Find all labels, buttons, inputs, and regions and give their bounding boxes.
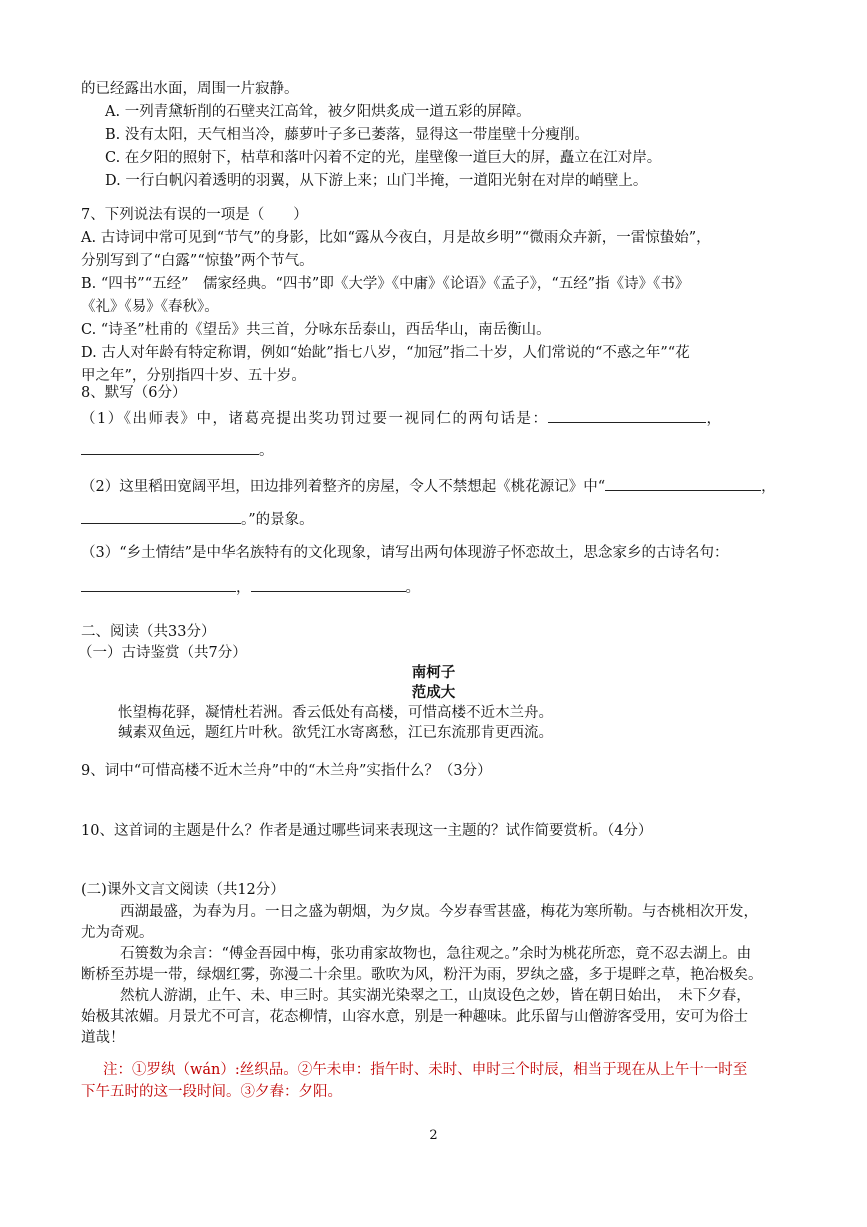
prose-p2-line1: 石篑数为余言：“傅金吾园中梅，张功甫家故物也，急往观之。”余时为桃花所恋，竟不忍去湖上。由 [120,946,752,962]
prose-p3-line1: 然杭人游湖，止午、未、申三时。其实湖光染翠之工，山岚设色之妙，皆在朝日始出， 未下夕春， [120,988,751,1004]
q7-option-b-line2: 《礼》《易》《春秋》。 [81,299,219,315]
answer-blank-1[interactable] [548,408,706,423]
q6-option-c: C. 在夕阳的照射下，枯草和落叶闪着不定的光，崖壁像一道巨大的屏，矗立在江对岸。 [105,150,662,166]
q8-s2-tail: 。”的景象。 [241,512,314,528]
q7-option-a-line2: 分别写到了“白露”“惊蛰”两个节气。 [81,253,314,269]
notes-line-1: 注：①罗纨（wán）:丝织品。②午未申：指午时、未时、申时三个时辰，相当于现在从上午十一时至 [103,1062,748,1078]
q8-s1-prompt: （1）《出师表》中，诸葛亮提出奖功罚过要一视同仁的两句话是： [81,411,549,427]
q6-option-a: A. 一列青黛斩削的石壁夹江高耸，被夕阳烘炙成一道五彩的屏障。 [105,104,531,120]
q8-s1-line1 [81,408,722,429]
prose-p3-line2: 始极其浓媚。月景尤不可言，花态柳情，山容水意，别是一种趣味。此乐留与山僧游客受用，安可为俗士 [81,1009,748,1025]
answer-blank-6[interactable] [251,577,406,592]
answer-blank-4[interactable] [81,509,241,524]
prose-p2-line2: 断桥至苏堤一带，绿烟红雾，弥漫二十余里。歌吹为风，粉汗为雨，罗纨之盛，多于堤畔之草，艳冶极矣。 [81,967,763,983]
section-2-heading: 二、阅读（共33分） [81,624,216,640]
q8-s1-period: 。 [259,443,274,459]
q6-tail-text: 的已经露出水面，周围一片寂静。 [81,81,299,97]
prose-p1-line1: 西湖最盛，为春为月。一日之盛为朝烟，为夕岚。今岁春雪甚盛，梅花为寒所勒。与杏桃相次开发， [120,904,758,920]
poem-line-2: 缄素双鱼远，题红片叶秋。欲凭江水寄离愁，江已东流那肯更西流。 [118,725,553,741]
answer-blank-2[interactable] [81,440,259,455]
notes-line-2: 下午五时的这一段时间。③夕舂：夕阳。 [81,1084,342,1100]
subsection-prose-heading: (二)课外文言文阅读（共12分） [81,882,285,898]
poem-line-1: 怅望梅花驿，凝情杜若洲。香云低处有高楼，可惜高楼不近木兰舟。 [118,705,553,721]
q8-s2-line1 [81,476,776,497]
q8-s3-line1: （3）“乡土情结”是中华名族特有的文化现象，请写出两句体现游子怀恋故土，思念家乡的古诗名句： [81,545,729,561]
q8-s3-comma: ， [236,580,251,596]
q8-s3-period: 。 [405,580,420,596]
page-number: 2 [429,1128,438,1143]
q7-stem: 7、下列说法有误的一项是（ ） [81,207,308,223]
q7-option-b-line1: B. “四书”“五经” 儒家经典。“四书”即《大学》《中庸》《论语》《孟子》，“五经”指《诗》《书》 [81,276,690,292]
q8-s1-line2 [81,440,274,461]
prose-p3-line3: 道哉！ [81,1030,125,1046]
prose-p1-line2: 尤为奇观。 [81,925,154,941]
q9-text: 9、词中“可惜高楼不近木兰舟”中的“木兰舟”实指什么？（3分） [81,763,492,779]
q8-s2-prompt: （2）这里稻田宽阔平坦，田边排列着整齐的房屋，令人不禁想起《桃花源记》中“ [81,479,606,495]
q10-text: 10、这首词的主题是什么？作者是通过哪些词来表现这一主题的？试作简要赏析。（4分） [81,823,653,839]
q8-s1-comma: ， [706,411,723,427]
q7-option-c: C. “诗圣”杜甫的《望岳》共三首，分咏东岳泰山，西岳华山，南岳衡山。 [81,322,551,338]
q8-s3-line2 [81,577,420,598]
q7-option-d-line2: 甲之年”，分别指四十岁、五十岁。 [81,368,306,384]
q8-title: 8、默写（6分） [81,385,187,401]
q8-s2-line2 [81,509,314,530]
answer-blank-3[interactable] [605,476,761,491]
q7-option-d-line1: D. 古人对年龄有特定称谓，例如“始龀”指七八岁，“加冠”指二十岁，人们常说的“不惑之年”“花 [81,345,690,361]
poem-title: 南柯子 [411,664,456,681]
poem-author: 范成大 [411,684,456,701]
subsection-poetry-heading: （一）古诗鉴赏（共7分） [78,645,247,661]
q6-option-d: D. 一行白帆闪着透明的羽翼，从下游上来；山门半掩，一道阳光射在对岸的峭壁上。 [105,173,648,189]
q7-option-a-line1: A. 古诗词中常可见到“节气”的身影，比如“露从今夜白，月是故乡明”“微雨众卉新，一雷惊蛰始”， [81,230,711,246]
q8-s2-comma: ， [761,479,776,495]
q6-option-b: B. 没有太阳，天气相当冷，藤萝叶子多已萎落，显得这一带崖壁十分瘦削。 [105,127,589,143]
answer-blank-5[interactable] [81,577,236,592]
